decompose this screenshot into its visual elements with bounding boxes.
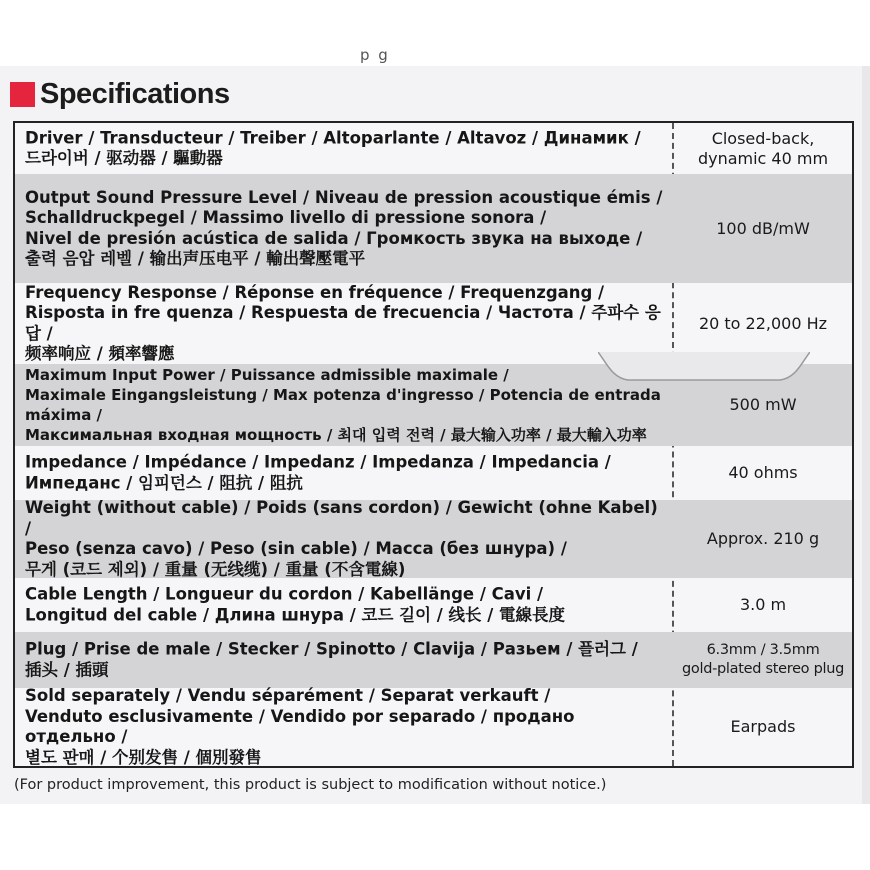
footnote: (For product improvement, this product is subject to modification without notice.) xyxy=(14,777,607,793)
spec-row-impedance xyxy=(15,446,852,500)
spec-label: Impedance / Impédance / Impedanz / Impedanza / Impedancia / Импеданс / 임피던스 / 阻抗 / 阻抗 xyxy=(25,452,611,492)
specifications-table xyxy=(13,121,854,768)
spec-row-spl xyxy=(15,174,852,283)
spec-label: Maximum Input Power / Puissance admissible maximale / Maximale Eingangsleistung / Max potenza d'ingresso / Potencia de entrada máxima / Максимальная входная мощность / 최대 입력 전력 / 最大输入功率 / 最大輸入功率 xyxy=(25,366,661,444)
spec-label: Output Sound Pressure Level / Niveau de pression acoustique émis / Schalldruckpegel / Massimo livello di pressione sonora / Nivel de presión acústica de salida / Громкость звука на выходе / 출력 음압 레벨 / 输出声压电平 / 輸出聲壓電平 xyxy=(25,187,663,268)
section-marker-icon xyxy=(10,82,35,107)
spec-row-weight xyxy=(15,500,852,578)
spec-value: 20 to 22,000 Hz xyxy=(698,313,828,333)
spec-row-sold-separately xyxy=(15,688,852,766)
spec-label: Sold separately / Vendu séparément / Separat verkauft / Venduto esclusivamente / Vendido por separado / продано отдельно / 별도 판매 / 个别发售 / 個別發售 xyxy=(25,686,575,767)
spec-value: 3.0 m xyxy=(739,595,787,614)
sheet-edge xyxy=(862,66,870,804)
spec-value: Earpads xyxy=(730,717,796,736)
spec-row-driver xyxy=(15,123,852,174)
spec-value: 500 mW xyxy=(729,395,797,414)
spec-label: Weight (without cable) / Poids (sans cordon) / Gewicht (ohne Kabel) / Peso (senza cavo) / Peso (sin cable) / Масса (без шнура) / 무게 (코드 제외) / 重量 (无线缆) / 重量 (不含電線) xyxy=(25,498,658,579)
spec-row-cable-length xyxy=(15,578,852,632)
spec-label: Driver / Transducteur / Treiber / Altoparlante / Altavoz / Динамик / 드라이버 / 驱动器 / 驅動器 xyxy=(25,128,641,168)
spec-value: 40 ohms xyxy=(728,463,798,482)
spec-value: 6.3mm / 3.5mm gold-plated stereo plug xyxy=(681,642,844,677)
spec-value: Closed-back, dynamic 40 mm xyxy=(697,128,829,168)
package-cutout-shape xyxy=(598,352,810,382)
spec-label: Plug / Prise de male / Stecker / Spinotto / Clavija / Разьем / 플러그 / 插头 / 插頭 xyxy=(25,639,638,679)
spec-value: Approx. 210 g xyxy=(706,529,820,548)
page-title: Specifications xyxy=(40,78,230,110)
spec-value: 100 dB/mW xyxy=(716,218,810,238)
cut-off-text: p g xyxy=(360,46,390,64)
spec-label: Cable Length / Longueur du cordon / Kabellänge / Cavi / Longitud del cable / Длина шнура / 코드 길이 / 线长 / 電線長度 xyxy=(25,584,566,624)
spec-row-plug xyxy=(15,632,852,688)
spec-label: Frequency Response / Réponse en fréquence / Frequenzgang / Risposta in fre quenza / Respuesta de frecuencia / Частота / 주파수 응답 / 频率响应 / 頻率響應 xyxy=(25,282,661,363)
